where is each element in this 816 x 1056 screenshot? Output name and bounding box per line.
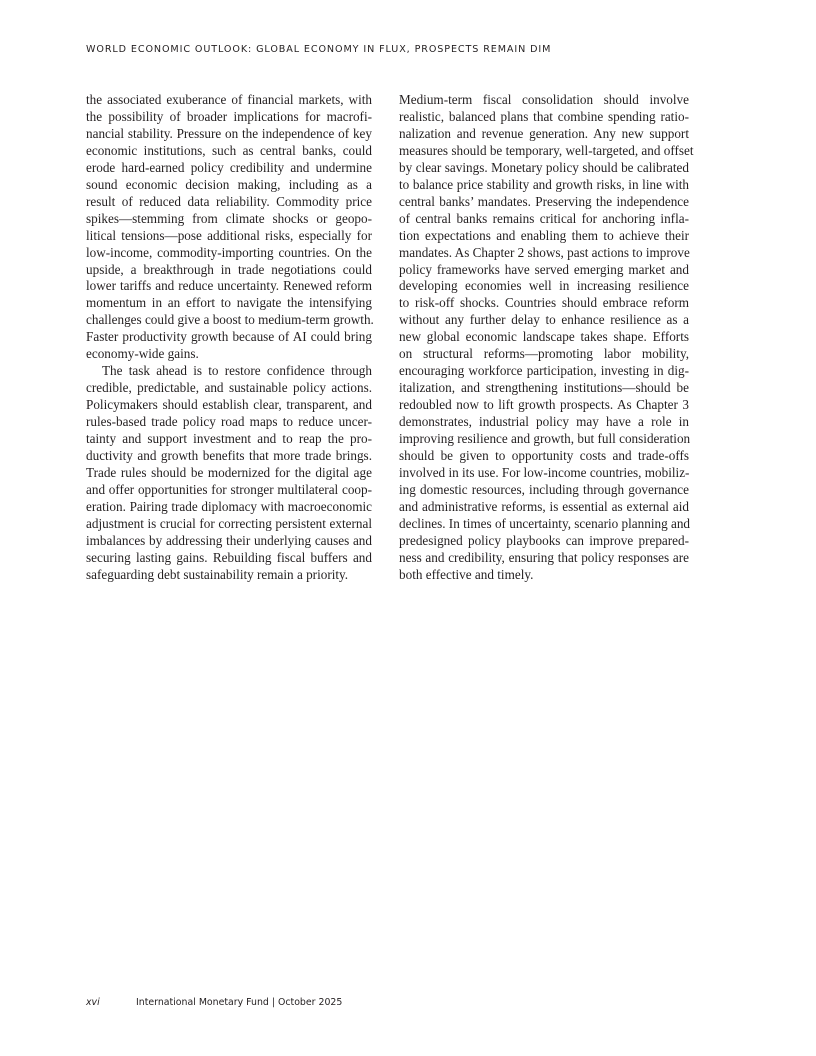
text-line: tainty and support investment and to reap the pro- [86, 431, 372, 447]
text-line: Trade rules should be modernized for the digital age [86, 464, 372, 480]
paragraph [86, 363, 372, 583]
text-line: nalization and revenue generation. Any new support [399, 125, 689, 141]
text-line: tion expectations and enabling them to achieve their [399, 227, 689, 243]
text-line: eration. Pairing trade diplomacy with macroeconomic [86, 498, 372, 514]
text-line: challenges could give a boost to medium-term growth. [86, 312, 374, 328]
text-line: of central banks remains critical for anchoring infla- [399, 210, 689, 226]
text-line: economy-wide gains. [86, 346, 199, 362]
left-column [86, 92, 372, 584]
text-line: rules-based trade policy road maps to reduce uncer- [86, 414, 372, 430]
text-line: new global economic landscape takes shape. Efforts [399, 329, 689, 345]
text-line: lower tariffs and reduce uncertainty. Renewed reform [86, 278, 372, 294]
text-line: mandates. As Chapter 2 shows, past actions to improve [399, 244, 690, 260]
text-line: predesigned policy playbooks can improve prepared- [399, 532, 689, 548]
text-line: and administrative reforms, is essential as external aid [399, 498, 689, 514]
text-line: involved in its use. For low-income countries, mobiliz- [399, 464, 690, 480]
text-line: credible, predictable, and sustainable policy actions. [86, 380, 372, 396]
text-line: the associated exuberance of financial markets, with [86, 92, 372, 107]
text-line: the possibility of broader implications for macrofi- [86, 108, 372, 124]
text-line: by clear savings. Monetary policy should be calibrated [399, 159, 689, 175]
text-line: encouraging workforce participation, investing in dig- [399, 363, 689, 379]
text-line: both effective and timely. [399, 566, 534, 582]
paragraph [399, 92, 694, 584]
footer-publisher: International Monetary Fund | October 2025 [136, 997, 343, 1008]
running-head: WORLD ECONOMIC OUTLOOK: GLOBAL ECONOMY IN FLUX, PROSPECTS REMAIN DIM [86, 44, 552, 55]
text-line: to risk-off shocks. Countries should embrace reform [399, 295, 689, 311]
text-line: demonstrates, industrial policy may have a role in [399, 414, 689, 430]
text-line: result of reduced data reliability. Commodity price [86, 193, 372, 209]
text-line: erode hard-earned policy credibility and undermine [86, 159, 372, 175]
text-line: and offer opportunities for stronger multilateral coop- [86, 481, 372, 497]
paragraph [86, 92, 372, 363]
text-line: Faster productivity growth because of AI could bring [86, 329, 372, 345]
text-line: improving resilience and growth, but full consideration [399, 431, 691, 447]
page-footer [86, 997, 342, 1008]
text-line: policy frameworks have served emerging market and [399, 261, 689, 277]
text-line: without any further delay to enhance resilience as a [399, 312, 689, 328]
text-line: Medium-term fiscal consolidation should involve [399, 92, 689, 107]
text-line: imbalances by addressing their underlying causes and [86, 532, 372, 548]
text-line: to balance price stability and growth risks, in line with [399, 176, 689, 192]
text-line: ness and credibility, ensuring that policy responses are [399, 549, 689, 565]
text-line: securing lasting gains. Rebuilding fiscal buffers and [86, 549, 372, 565]
text-line: adjustment is crucial for correcting persistent external [86, 515, 372, 531]
text-line: ductivity and growth benefits that more trade brings. [86, 448, 372, 464]
text-line: measures should be temporary, well-targeted, and offset [399, 142, 694, 158]
text-line: sound economic decision making, including as a [86, 176, 372, 192]
text-line: central banks’ mandates. Preserving the independence [399, 193, 689, 209]
text-line: low-income, commodity-importing countries. On the [86, 244, 372, 260]
text-line: italization, and strengthening institutions—should be [399, 380, 689, 396]
text-line: developing economies well in increasing resilience [399, 278, 689, 294]
page-number: xvi [86, 997, 100, 1008]
text-line: Policymakers should establish clear, transparent, and [86, 397, 372, 413]
text-line: economic institutions, such as central banks, could [86, 142, 372, 158]
text-line: upside, a breakthrough in trade negotiations could [86, 261, 372, 277]
text-line: spikes—stemming from climate shocks or geopo- [86, 210, 372, 226]
text-line: litical tensions—pose additional risks, especially for [86, 227, 372, 243]
text-line: realistic, balanced plans that combine spending ratio- [399, 108, 689, 124]
text-line: on structural reforms—promoting labor mobility, [399, 346, 689, 362]
text-line: The task ahead is to restore confidence through [102, 363, 372, 379]
text-line: ing domestic resources, including through governance [399, 481, 689, 497]
right-column [399, 92, 694, 584]
text-line: should be given to opportunity costs and trade-offs [399, 448, 689, 464]
text-line: declines. In times of uncertainty, scenario planning and [399, 515, 691, 531]
text-line: safeguarding debt sustainability remain a priority. [86, 566, 349, 582]
text-line: momentum in an effort to navigate the intensifying [86, 295, 372, 311]
text-line: nancial stability. Pressure on the independence of key [86, 125, 372, 141]
text-line: redoubled now to lift growth prospects. As Chapter 3 [399, 397, 689, 413]
